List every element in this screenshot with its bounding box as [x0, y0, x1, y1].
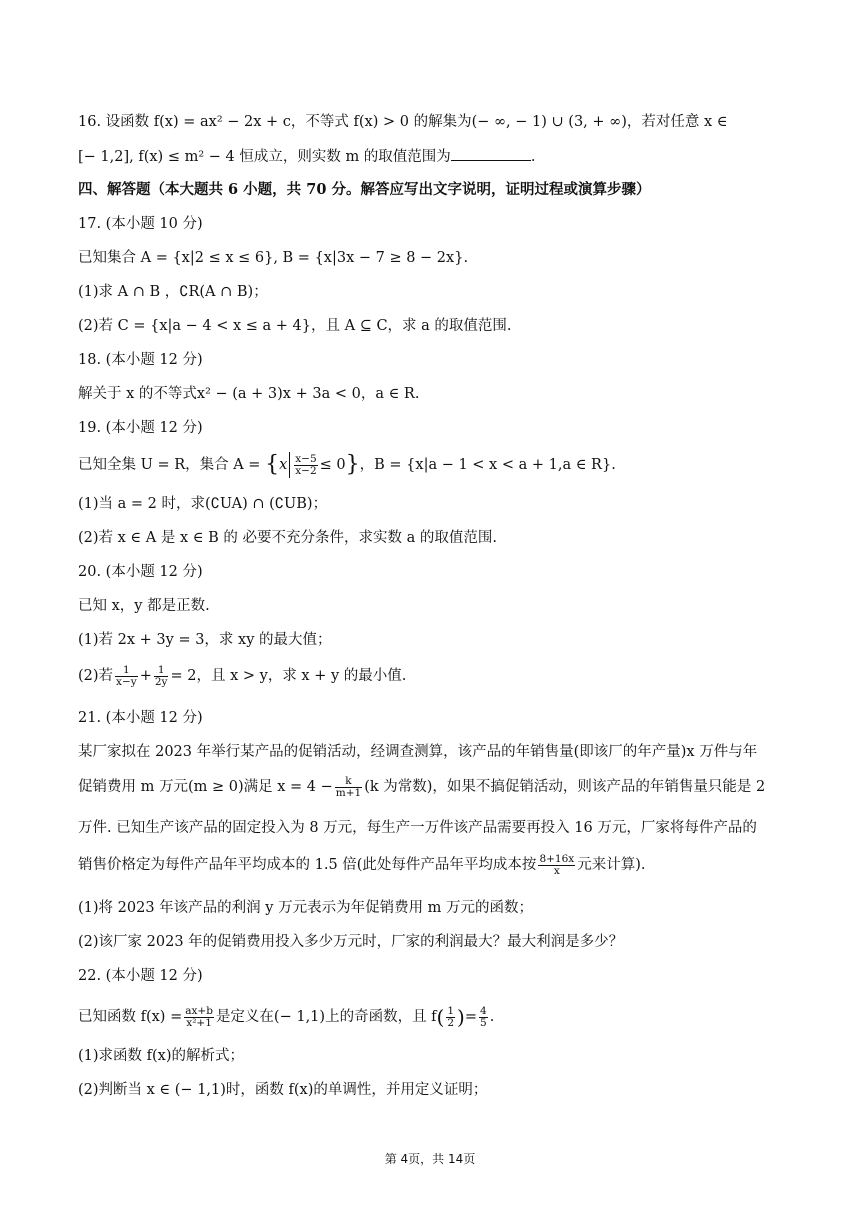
q19-fraction: [294, 454, 317, 477]
q19-stem-suffix: ，B = {x|a − 1 < x < a + 1,a ∈ R}.: [359, 457, 616, 473]
left-paren: (: [436, 1005, 445, 1029]
q20-part2: [78, 662, 800, 690]
q16-line2: [78, 146, 800, 167]
q20-part2-suffix: = 2，且 x > y，求 x + y 的最小值.: [170, 668, 407, 684]
q21-line3: 万件. 已知生产该产品的固定投入为 8 万元，每生产一万件该产品需要再投入 16 万元，厂家将每件产品的: [78, 820, 757, 836]
q22-part1: (1)求函数 f(x)的解析式；: [78, 1048, 245, 1064]
fraction-denominator: 5: [480, 1016, 487, 1029]
q21-line4-prefix: 销售价格定为每件产品年平均成本的 1.5 倍(此处每件产品年平均成本按: [78, 857, 537, 873]
q18-heading: 18. (本小题 12 分): [78, 352, 203, 368]
fraction-numerator: 1: [447, 1004, 455, 1017]
right-brace: }: [345, 452, 360, 477]
fraction-denominator: 2: [447, 1016, 455, 1029]
q21-line1: 某厂家拟在 2023 年举行某产品的促销活动，经调查测算，该产品的年销售量(即该厂的年产量)x 万件与年: [78, 744, 758, 760]
q22-stem-middle: 是定义在(− 1,1)上的奇函数，且 f: [215, 1009, 437, 1025]
q17-stem: 已知集合 A = {x|2 ≤ x ≤ 6}, B = {x|3x − 7 ≥ 8 − 2x}.: [78, 250, 469, 266]
section-4-heading: 四、解答题（本大题共 6 小题，共 70 分。解答应写出文字说明，证明过程或演算步骤）: [78, 181, 651, 198]
fraction-denominator: x: [553, 864, 560, 877]
equals-sign: =: [464, 1009, 478, 1025]
q16-text: [− 1,2], f(x) ≤ m² − 4 恒成立，则实数 m 的取值范围为: [78, 149, 451, 165]
q17-heading: 17. (本小题 10 分): [78, 216, 203, 232]
q21-line2-prefix: 促销费用 m 万元(m ≥ 0)满足 x = 4 −: [78, 779, 333, 795]
fraction-denominator: x²+1: [186, 1016, 212, 1029]
set-bar: [289, 452, 290, 478]
q16-line1: 16. 设函数 f(x) = ax² − 2x + c，不等式 f(x) > 0 的解集为(− ∞, − 1) ∪ (3, + ∞)，若对任意 x ∈: [78, 114, 728, 130]
q22-stem: [78, 1002, 800, 1032]
q22-function-fraction: [184, 1006, 214, 1029]
q21-fraction-cost: [538, 854, 575, 877]
fraction-numerator: ax+b: [185, 1004, 213, 1017]
answer-blank: [451, 146, 531, 161]
fraction-numerator: x−5: [295, 452, 317, 465]
q20-heading: 20. (本小题 12 分): [78, 564, 203, 580]
q22-heading: 22. (本小题 12 分): [78, 968, 203, 984]
set-variable: x: [279, 457, 288, 473]
q20-fraction-1: [115, 665, 138, 688]
q20-part1: (1)若 2x + 3y = 3，求 xy 的最大值；: [78, 632, 332, 648]
fraction-denominator: m+1: [335, 786, 362, 799]
q22-stem-prefix: 已知函数 f(x) =: [78, 1009, 183, 1025]
q20-fraction-2: [154, 665, 169, 688]
left-brace: {: [265, 452, 280, 477]
q21-heading: 21. (本小题 12 分): [78, 710, 203, 726]
fraction-denominator: 2y: [154, 675, 168, 688]
fraction-numerator: 4: [480, 1004, 487, 1017]
q18-stem: 解关于 x 的不等式x² − (a + 3)x + 3a < 0，a ∈ R.: [78, 386, 420, 402]
fraction-numerator: k: [335, 776, 362, 788]
q16-period: .: [530, 149, 536, 165]
q22-period: .: [489, 1009, 495, 1025]
q21-part1: (1)将 2023 年该产品的利润 y 万元表示为年促销费用 m 万元的函数；: [78, 900, 534, 916]
q19-stem: [78, 450, 800, 480]
q20-part2-prefix: (2)若: [78, 668, 114, 684]
q20-stem: 已知 x，y 都是正数.: [78, 598, 210, 614]
page-footer: 第 4页，共 14页: [384, 1152, 476, 1166]
q21-line4-suffix: 元来计算).: [577, 857, 646, 873]
fraction-numerator: 1: [115, 665, 138, 677]
right-paren: ): [457, 1005, 465, 1029]
q22-value-fraction: [479, 1006, 488, 1029]
plus-sign: +: [139, 668, 152, 684]
q22-argument-fraction: [446, 1006, 455, 1029]
q17-part1: (1)求 A ∩ B ，∁R(A ∩ B)；: [78, 284, 268, 300]
q22-part2: (2)判断当 x ∈ (− 1,1)时，函数 f(x)的单调性，并用定义证明；: [78, 1082, 488, 1098]
fraction-numerator: 8+16x: [539, 852, 575, 865]
q21-line2: [78, 772, 800, 802]
q19-part2: (2)若 x ∈ A 是 x ∈ B 的 必要不充分条件，求实数 a 的取值范围.: [78, 530, 497, 546]
q19-heading: 19. (本小题 12 分): [78, 420, 203, 436]
q17-part2: (2)若 C = {x|a − 4 < x ≤ a + 4}，且 A ⊆ C，求 a 的取值范围.: [78, 318, 512, 334]
q21-line4: [78, 850, 800, 880]
q19-stem-prefix: 已知全集 U = R，集合 A =: [78, 457, 261, 473]
q21-line2-suffix: (k 为常数)，如果不搞促销活动，则该产品的年销售量只能是 2: [364, 779, 766, 795]
fraction-denominator: x−y: [116, 675, 137, 688]
fraction-numerator: 1: [154, 665, 169, 677]
fraction-denominator: x−2: [295, 464, 317, 477]
set-condition-tail: ≤ 0: [319, 457, 346, 473]
q21-fraction-k: [335, 776, 362, 799]
q21-part2: (2)该厂家 2023 年的促销费用投入多少万元时，厂家的利润最大？最大利润是多少？: [78, 934, 624, 950]
q19-part1: (1)当 a = 2 时，求(∁UA) ∩ (∁UB)；: [78, 496, 328, 512]
